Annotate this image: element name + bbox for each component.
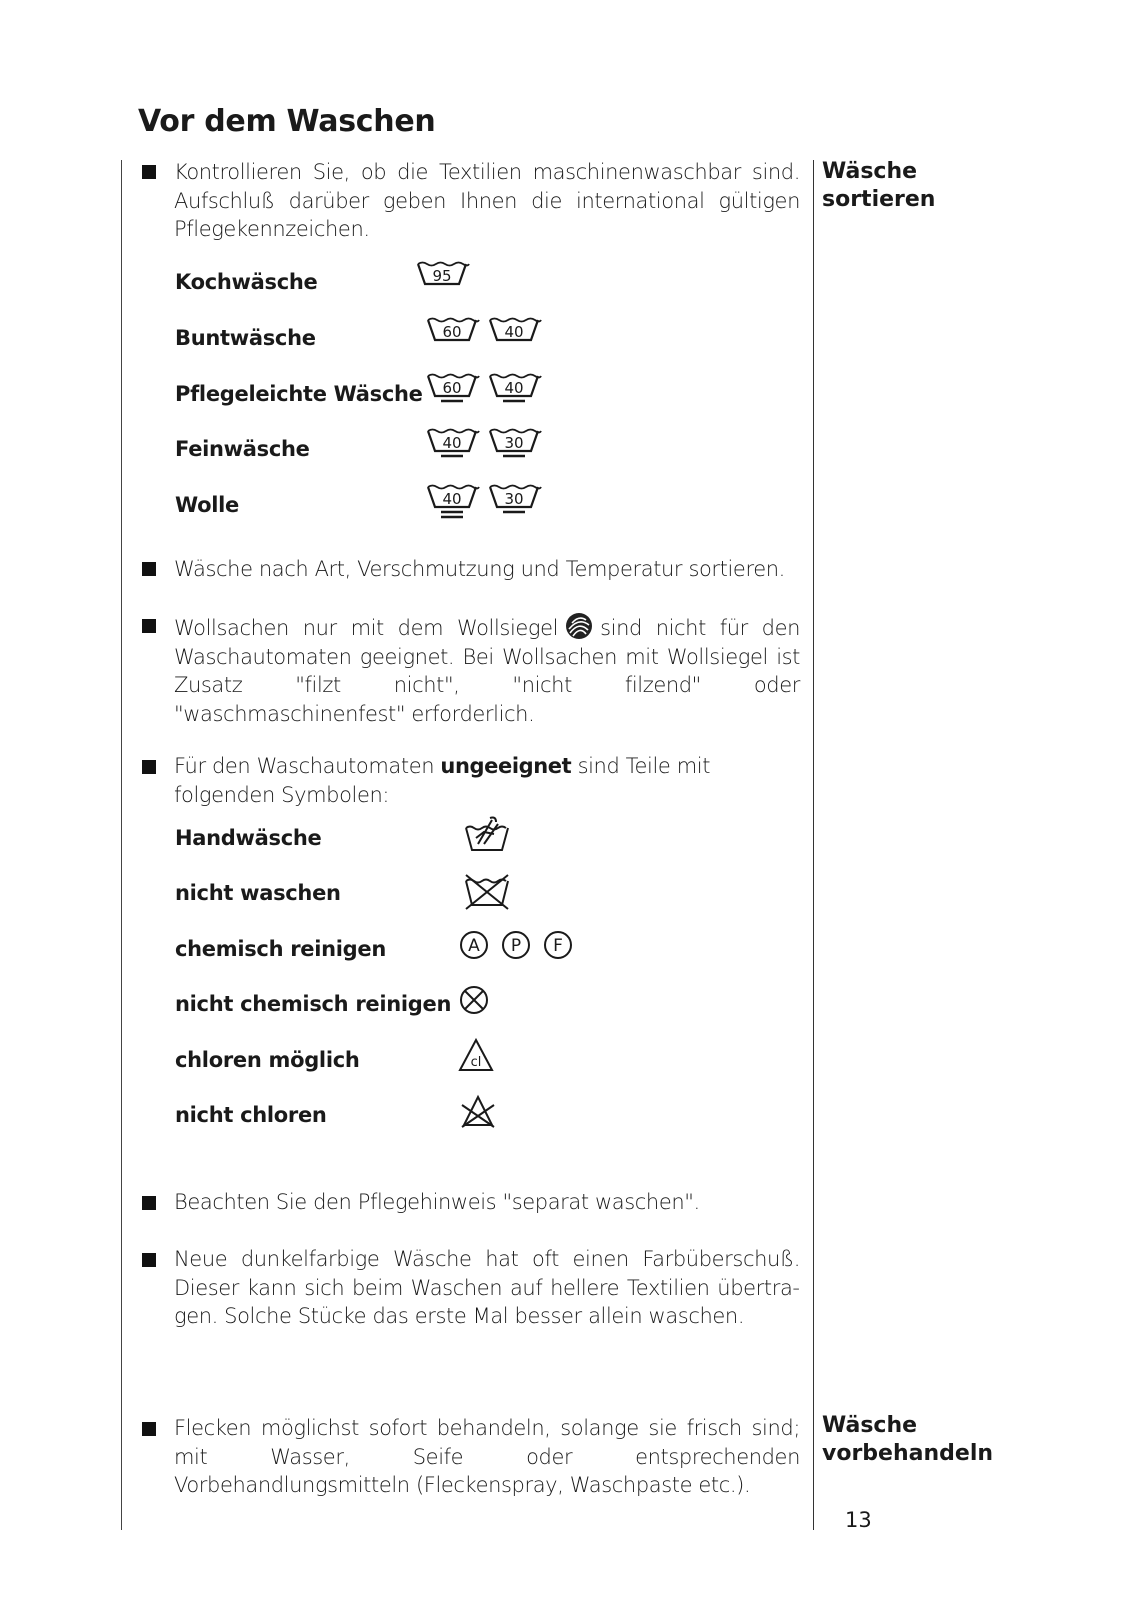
side-heading-line: vorbehandeln	[822, 1441, 994, 1466]
wash-type-label: Kochwäsche	[175, 270, 318, 294]
wash-temperature-icon	[487, 425, 543, 467]
sort-note: Wäsche nach Art, Verschmutzung und Temperatur sortieren.	[174, 557, 785, 581]
wash-symbol-group	[425, 425, 543, 467]
do-not-dry-clean-icon	[458, 980, 588, 1022]
chlorine-letter: cl	[470, 1055, 482, 1070]
care-symbol-wrap	[462, 869, 592, 911]
dry-clean-letter: A	[468, 936, 480, 956]
bullet-marker	[142, 1196, 156, 1210]
side-heading-line: Wäsche	[822, 159, 918, 184]
dry-clean-icon	[458, 925, 588, 967]
wash-temperature-text: 40	[504, 379, 524, 397]
wash-temperature-text: 40	[442, 490, 462, 508]
wash-temperature-text: 60	[442, 379, 462, 397]
care-symbol-wrap	[458, 925, 588, 967]
care-symbol-wrap	[458, 980, 588, 1022]
bullet-marker	[142, 1253, 156, 1267]
right-column-rule	[813, 160, 814, 1530]
side-heading-line: sortieren	[822, 187, 936, 212]
hand-wash-icon	[462, 814, 592, 856]
page-number: 13	[845, 1508, 872, 1532]
care-symbol-wrap	[458, 1036, 588, 1078]
wash-temperature-icon	[425, 481, 481, 523]
care-symbol-wrap	[458, 1091, 588, 1133]
bullet-marker	[142, 165, 156, 179]
page-title: Vor dem Waschen	[138, 104, 436, 139]
wash-temperature-text: 30	[504, 490, 524, 508]
wash-temperature-icon	[487, 370, 543, 412]
chlorine-allowed-icon	[458, 1036, 588, 1078]
wash-temperature-text: 60	[442, 323, 462, 341]
care-symbol-label: nicht chloren	[175, 1103, 327, 1127]
unsuitable-paragraph	[174, 752, 800, 809]
wool-text-after: sind nicht für den Waschautomaten geeignet. Bei Wollsachen mit Wollsiegel ist Zusatz "filzt nicht", "nicht filzend" oder "waschmaschinenfest" erforderlich.	[174, 616, 800, 726]
bullet-marker	[142, 619, 156, 633]
wash-temperature-icon	[425, 425, 481, 467]
left-margin-rule	[121, 160, 122, 1530]
unsuitable-text-after: sind Teile mit folgenden Symbolen:	[174, 754, 711, 807]
wash-symbol-group	[425, 370, 543, 412]
dry-clean-letter: F	[553, 936, 563, 956]
wool-text-before: Wollsachen nur mit dem Wollsiegel	[174, 616, 559, 640]
wash-type-label: Pflegeleichte Wäsche	[175, 382, 423, 406]
wash-type-label: Feinwäsche	[175, 437, 310, 461]
bullet-marker	[142, 760, 156, 774]
wool-seal-icon	[564, 611, 594, 641]
dark-laundry-note: Neue dunkelfarbige Wäsche hat oft einen Farbüberschuß. Dieser kann sich beim Waschen auf hellere Textilien übertragen. Solche Stücke das erste Mal besser allein waschen.	[174, 1247, 800, 1328]
wash-temperature-text: 40	[442, 434, 462, 452]
unsuitable-emphasis: ungeeignet	[440, 754, 572, 778]
wash-temperature-text: 40	[504, 323, 524, 341]
wash-type-label: Buntwäsche	[175, 326, 316, 350]
side-heading-line: Wäsche	[822, 1413, 918, 1438]
intro-paragraph: Kontrollieren Sie, ob die Textilien maschinenwaschbar sind. Aufschluß darüber geben Ihnen die international gültigen Pflegekennzeichen.	[174, 160, 800, 241]
wool-paragraph	[174, 611, 800, 728]
care-symbol-label: chloren möglich	[175, 1048, 360, 1072]
side-heading-pretreat	[822, 1412, 993, 1468]
wash-symbol-group	[425, 314, 543, 356]
separate-wash-note: Beachten Sie den Pflegehinweis "separat waschen".	[174, 1190, 700, 1214]
care-symbol-label: nicht waschen	[175, 881, 341, 905]
dry-clean-letter: P	[510, 936, 522, 956]
wash-temperature-icon	[487, 481, 543, 523]
side-heading-sort	[822, 158, 935, 214]
wash-temperature-text: 95	[432, 267, 452, 285]
no-chlorine-icon	[458, 1091, 588, 1133]
do-not-wash-icon	[462, 869, 592, 911]
stain-note: Flecken möglichst sofort behandeln, solange sie frisch sind; mit Wasser, Seife oder entsprechenden Vorbehandlungsmitteln (Fleckenspray, Waschpaste etc.).	[174, 1416, 800, 1497]
unsuitable-text-before: Für den Waschautomaten	[174, 754, 435, 778]
care-symbol-wrap	[462, 814, 592, 856]
bullet-marker	[142, 1422, 156, 1436]
wash-symbol-group	[415, 258, 471, 300]
wash-temperature-icon	[425, 370, 481, 412]
wash-temperature-icon	[487, 314, 543, 356]
wash-temperature-icon	[425, 314, 481, 356]
care-symbol-label: Handwäsche	[175, 826, 322, 850]
wash-temperature-icon	[415, 258, 471, 300]
care-symbol-label: chemisch reinigen	[175, 937, 387, 961]
wash-type-label: Wolle	[175, 493, 239, 517]
care-symbol-label: nicht chemisch reinigen	[175, 992, 452, 1016]
wash-temperature-text: 30	[504, 434, 524, 452]
bullet-marker	[142, 562, 156, 576]
wash-symbol-group	[425, 481, 543, 523]
